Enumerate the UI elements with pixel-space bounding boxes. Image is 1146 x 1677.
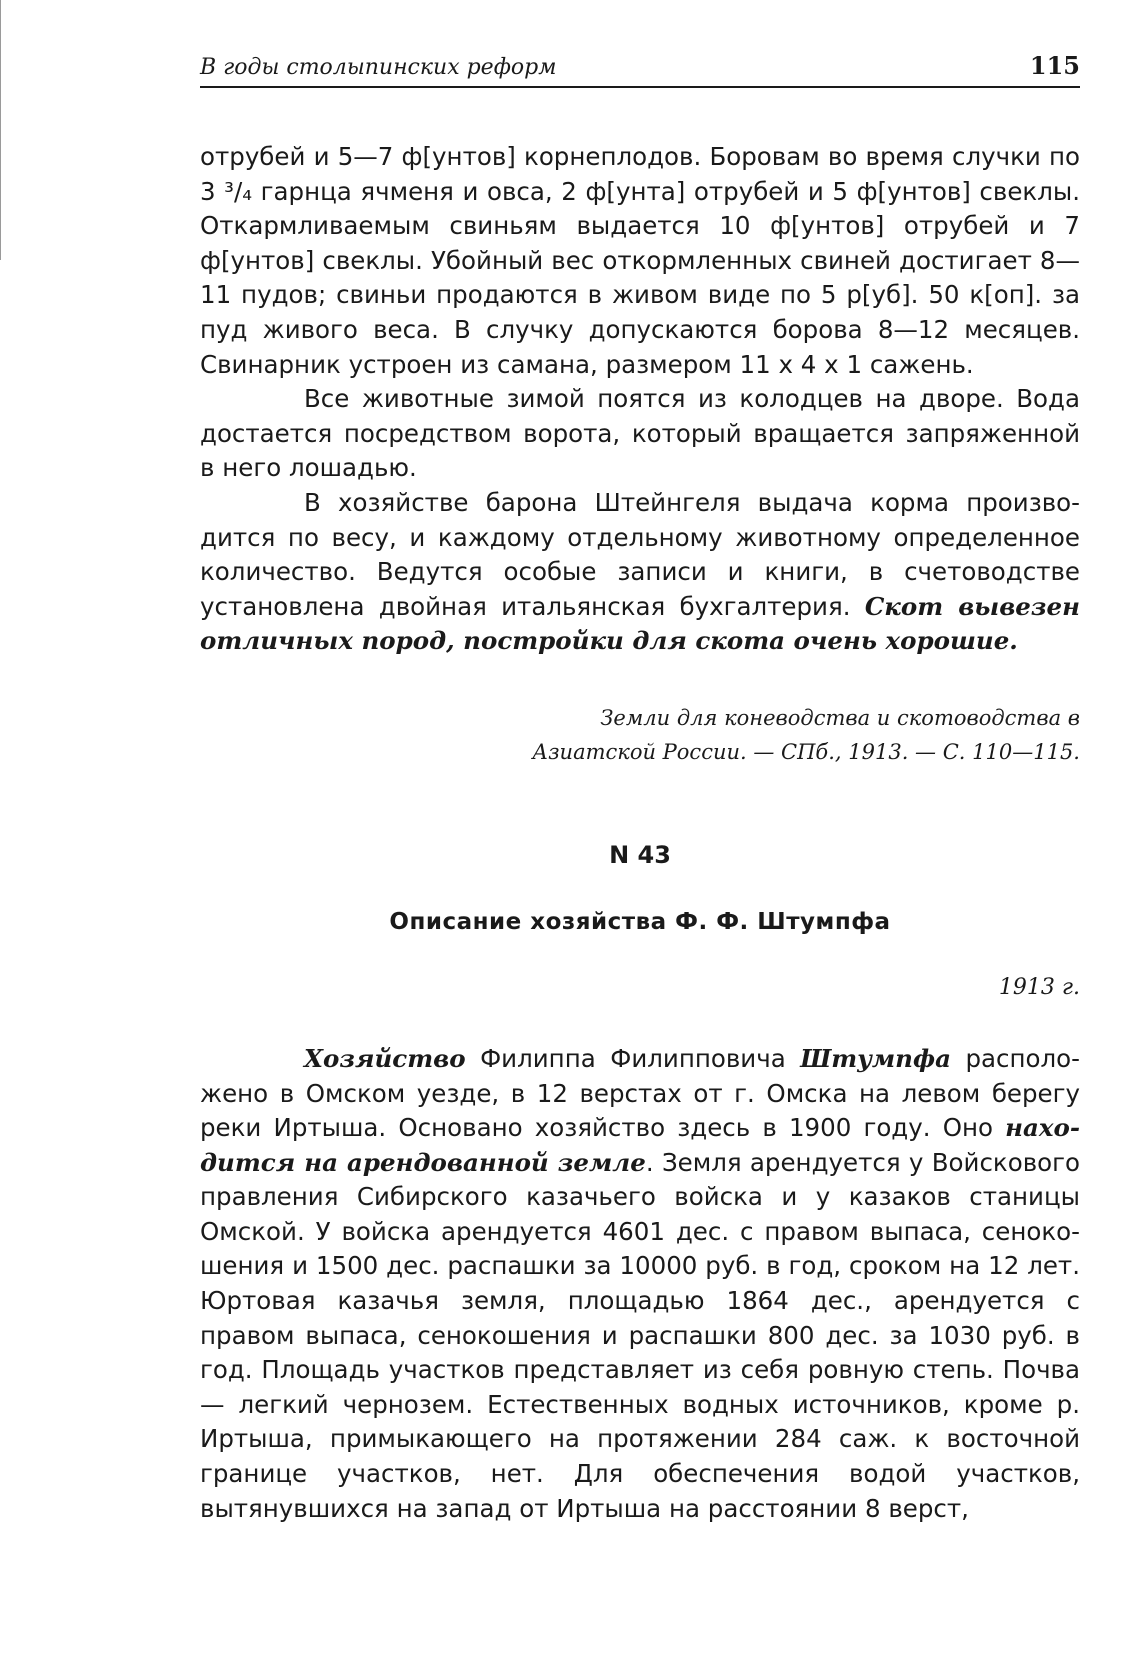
running-head-title: В годы столыпинских реформ: [200, 55, 557, 80]
emphasis-farm: Хозяйство: [304, 1043, 466, 1073]
page-number: 115: [1029, 51, 1080, 80]
document-title: Описание хозяйства Ф. Ф. Штумпфа: [389, 908, 891, 935]
emphasis-lease: находится на арендованной земле: [200, 1113, 1080, 1177]
paragraph-steingel-farm: [200, 486, 1080, 659]
paragraph-stumpf-farm: [200, 1042, 1080, 1526]
paragraph-text: В хозяйстве барона Штейнгеля выдача корма производится по весу, и каждому отдельному животному определенное количество. Ведутся особые записи и книги, в счетоводстве установлена двойная итальянская бухгалтерия.: [200, 487, 1080, 621]
emphasis-text: Скот вывезен отличных пород, постройки для скота очень хорошие.: [200, 591, 1080, 656]
source-line-1: Земли для коневодства и скотоводства в: [600, 705, 1080, 730]
book-page: [200, 40, 1080, 1526]
paragraph-watering: Все животные зимой поятся из колодцев на дворе. Вода достается посредством ворота, который вращается запряженной в него лошадью.: [200, 384, 1080, 483]
emphasis-owner: Штумпфа: [800, 1043, 951, 1073]
text-lease-details: . Земля арендуется у Войскового правления Сибирского казачьего войска и у казаков станицы Омской. У войска арендуется 4601 дес. с правом выпаса, сенокошения и 1500 дес. распашки за 10000 руб. в год, сроком на 12 лет. Юртовая казачья земля, площадью 1864 дес., арендуется с правом выпаса, сенокошения и распашки 800 дес. за 1030 руб. в год. Площадь участков представляет из себя ровную степь. Почва — легкий чернозем. Естественных водных источников, кроме р. Иртыша, примыкающего на протяжении 284 саж. к восточной границе участков, нет. Для обеспечения водой участков, вытянувшихся на запад от Иртыша на расстоянии 8 верст,: [200, 1147, 1080, 1523]
document-number: N 43: [609, 840, 671, 869]
paragraph-pig-feeding: отрубей и 5—7 ф[унтов] корнеплодов. Боровам во время случки по 3 ³/₄ гарнца ячменя и овса, 2 ф[унта] отрубей и 5 ф[унтов] свеклы. Откармливаемым свиньям выдается 10 ф[унтов] отрубей и 7 ф[унтов] свеклы. Убойный вес откормленных свиней достигает 8—11 пудов; свиньи продаются в живом виде по 5 р[уб]. 50 к[оп]. за пуд живого веса. В случку допускаются борова 8—12 месяцев. Свинарник устроен из самана, размером 11 x 4 x 1 сажень.: [200, 142, 1080, 379]
running-head: [200, 40, 1080, 88]
text-owner: Филиппа Филипповича: [465, 1043, 801, 1073]
text-location: расположено в Омском уезде, в 12 верстах от г. Омска на левом берегу реки Иртыша. Основано хозяйство здесь в 1900 году. Оно: [200, 1043, 1080, 1143]
source-line-2: Азиатской России. — СПб., 1913. — С. 110—115.: [532, 739, 1080, 764]
scan-edge-line: [0, 0, 7, 260]
document-date: 1913 г.: [998, 974, 1080, 1000]
source-citation: [200, 701, 1080, 769]
